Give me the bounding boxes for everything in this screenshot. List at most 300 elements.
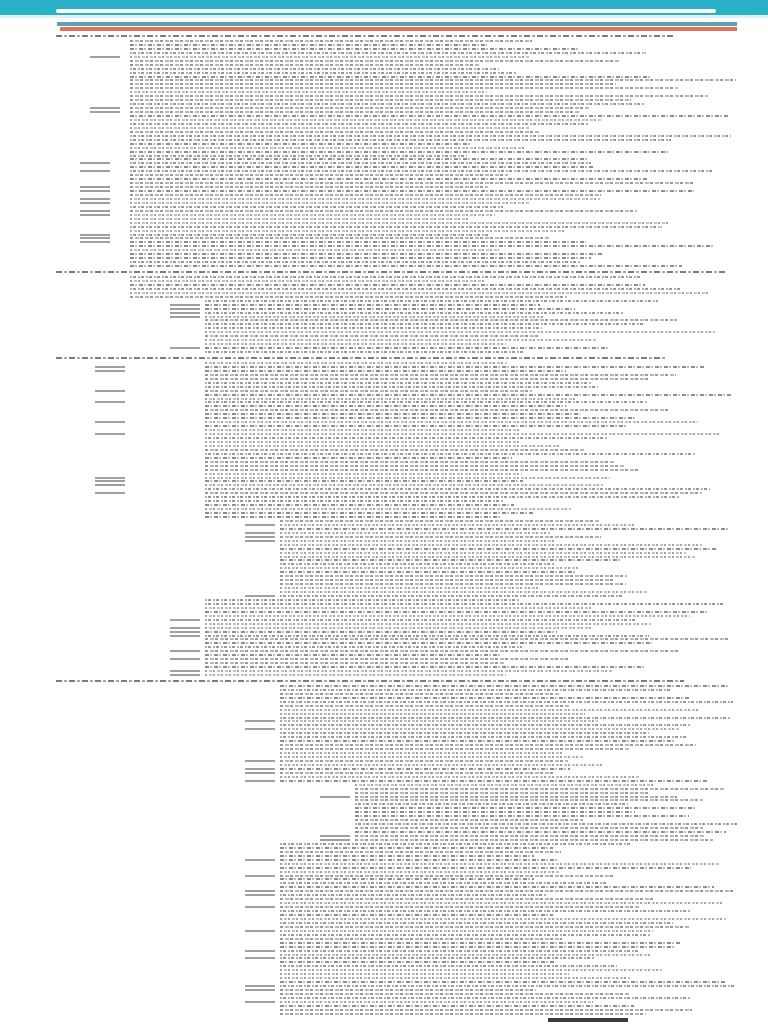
row-value <box>205 650 679 652</box>
row-value <box>280 571 575 573</box>
row-key <box>245 859 275 861</box>
row-key <box>245 780 275 782</box>
row-value <box>280 780 707 782</box>
row-value <box>205 343 506 345</box>
tree-row[interactable] <box>0 264 768 268</box>
tree-listing[interactable] <box>0 34 768 1019</box>
row-value <box>130 111 579 113</box>
row-value <box>205 646 522 648</box>
row-value <box>130 210 637 212</box>
row-key <box>95 390 125 392</box>
row-value <box>205 496 680 498</box>
row-value <box>280 536 601 538</box>
row-value <box>280 752 564 754</box>
row-value <box>205 607 592 609</box>
row-value <box>205 453 695 455</box>
row-value <box>205 500 504 502</box>
row-key <box>170 658 200 660</box>
section-header-line <box>56 271 726 273</box>
row-value <box>205 398 577 400</box>
row-value <box>280 871 559 873</box>
row-key <box>95 492 125 494</box>
row-key <box>170 627 200 629</box>
row-value <box>280 843 631 845</box>
row-value <box>130 276 640 278</box>
row-value <box>130 151 668 153</box>
row-value <box>130 91 487 93</box>
row-value <box>130 147 525 149</box>
row-value <box>205 331 715 333</box>
row-value <box>280 863 720 865</box>
row-value <box>130 174 508 176</box>
row-key <box>320 796 350 798</box>
row-key <box>170 631 200 633</box>
row-key <box>170 312 200 314</box>
row-key <box>80 190 110 192</box>
row-value <box>205 327 542 329</box>
row-value <box>205 619 637 621</box>
row-key <box>95 433 125 435</box>
row-key <box>245 524 275 526</box>
row-key <box>80 202 110 204</box>
row-value <box>205 386 598 388</box>
row-value <box>130 68 499 70</box>
tree-row[interactable] <box>0 350 768 354</box>
row-value <box>280 748 630 750</box>
row-value <box>205 473 522 475</box>
section-header[interactable] <box>56 356 746 360</box>
row-value <box>280 724 690 726</box>
row-value <box>130 237 549 239</box>
row-key <box>90 111 120 113</box>
row-value <box>280 875 615 877</box>
row-value <box>205 611 708 613</box>
orange-stripe <box>60 27 737 31</box>
row-value <box>205 441 520 443</box>
row-key <box>320 835 350 837</box>
row-value <box>280 583 626 585</box>
row-value <box>205 670 613 672</box>
row-key <box>245 875 275 877</box>
row-value <box>130 230 564 232</box>
row-value <box>130 222 668 224</box>
section-header-line <box>56 35 675 37</box>
row-value <box>130 107 589 109</box>
row-value <box>280 532 550 534</box>
tree-row[interactable] <box>0 673 768 677</box>
row-value <box>280 922 673 924</box>
row-value <box>205 401 648 403</box>
row-key <box>245 532 275 534</box>
row-value <box>205 378 650 380</box>
row-value <box>280 997 690 999</box>
row-value <box>280 732 649 734</box>
row-value <box>130 48 578 50</box>
row-value <box>280 930 653 932</box>
row-key <box>170 304 200 306</box>
row-value <box>130 194 601 196</box>
section-header-line <box>56 357 665 359</box>
row-value <box>280 713 585 715</box>
row-value <box>130 40 532 42</box>
row-key <box>245 536 275 538</box>
row-value <box>355 831 726 833</box>
row-value <box>130 234 488 236</box>
row-key <box>245 890 275 892</box>
row-value <box>355 839 713 841</box>
row-key <box>245 760 275 762</box>
row-value <box>205 654 501 656</box>
row-key <box>245 772 275 774</box>
row-key <box>95 477 125 479</box>
row-value <box>205 335 539 337</box>
row-value <box>205 631 557 633</box>
row-value <box>205 362 507 364</box>
row-value <box>130 182 693 184</box>
row-value <box>280 851 561 853</box>
row-value <box>280 942 680 944</box>
row-value <box>130 166 594 168</box>
row-key <box>170 650 200 652</box>
row-value <box>280 914 553 916</box>
row-value <box>205 635 649 637</box>
tree-row[interactable] <box>0 1012 768 1016</box>
row-value <box>205 480 523 482</box>
row-value <box>130 241 586 243</box>
row-value <box>280 859 558 861</box>
row-key <box>245 989 275 991</box>
row-value <box>280 528 728 530</box>
row-value <box>280 981 726 983</box>
row-value <box>205 469 640 471</box>
row-value <box>280 705 569 707</box>
row-value <box>205 658 570 660</box>
row-key <box>245 906 275 908</box>
row-value <box>205 516 502 518</box>
row-value <box>130 288 680 290</box>
row-value <box>280 591 647 593</box>
row-value <box>280 563 555 565</box>
row-value <box>205 409 670 411</box>
row-value <box>280 902 724 904</box>
row-value <box>130 56 530 58</box>
row-key <box>80 210 110 212</box>
row-value <box>130 284 645 286</box>
row-value <box>280 918 726 920</box>
row-key <box>245 595 275 597</box>
row-value <box>205 421 698 423</box>
row-value <box>205 351 524 353</box>
row-key <box>95 480 125 482</box>
row-value <box>205 666 646 668</box>
row-value <box>280 961 554 963</box>
row-value <box>130 257 591 259</box>
row-value <box>205 304 540 306</box>
row-value <box>280 882 607 884</box>
row-key <box>170 308 200 310</box>
row-value <box>205 374 676 376</box>
row-value <box>205 308 575 310</box>
row-value <box>280 689 671 691</box>
row-value <box>280 957 594 959</box>
row-key <box>95 421 125 423</box>
row-value <box>130 214 495 216</box>
row-value <box>130 198 600 200</box>
row-value <box>280 855 534 857</box>
row-value <box>355 835 705 837</box>
row-value <box>205 642 652 644</box>
row-key <box>80 237 110 239</box>
row-value <box>205 417 636 419</box>
row-key <box>95 370 125 372</box>
row-value <box>280 693 560 695</box>
row-value <box>205 437 608 439</box>
row-value <box>280 540 554 542</box>
row-value <box>280 520 600 522</box>
row-value <box>280 701 733 703</box>
row-value <box>280 717 730 719</box>
row-key <box>245 950 275 952</box>
row-value <box>130 79 736 81</box>
section-header-line <box>56 680 684 682</box>
row-value <box>280 559 622 561</box>
row-value <box>205 366 704 368</box>
row-value <box>280 898 653 900</box>
row-key <box>245 720 275 722</box>
row-value <box>280 567 580 569</box>
row-value <box>280 878 534 880</box>
row-value <box>205 623 651 625</box>
row-value <box>205 488 710 490</box>
row-value <box>205 429 520 431</box>
row-key <box>80 162 110 164</box>
row-value <box>280 552 686 554</box>
row-value <box>130 162 591 164</box>
row-key <box>245 957 275 959</box>
row-value <box>130 99 631 101</box>
row-value <box>130 186 488 188</box>
row-value <box>205 627 591 629</box>
row-value <box>130 103 645 105</box>
row-value <box>355 788 724 790</box>
row-value <box>280 906 639 908</box>
row-value <box>130 190 694 192</box>
row-value <box>280 685 729 687</box>
row-value <box>280 950 638 952</box>
row-value <box>130 83 616 85</box>
row-key <box>80 198 110 200</box>
row-value <box>280 938 562 940</box>
row-value <box>130 135 731 137</box>
row-value <box>205 457 512 459</box>
row-key <box>80 186 110 188</box>
row-value <box>205 484 603 486</box>
row-value <box>280 1001 593 1003</box>
row-value <box>205 382 591 384</box>
row-value <box>205 477 610 479</box>
row-value <box>205 390 532 392</box>
row-value <box>280 756 583 758</box>
row-value <box>280 1005 634 1007</box>
row-value <box>130 143 472 145</box>
row-value <box>280 954 650 956</box>
row-value <box>130 87 678 89</box>
row-value <box>130 170 712 172</box>
row-value <box>130 60 619 62</box>
row-value <box>130 119 602 121</box>
row-value <box>205 449 584 451</box>
row-value <box>280 709 698 711</box>
row-key <box>245 540 275 542</box>
row-key <box>245 985 275 987</box>
row-key <box>245 894 275 896</box>
row-value <box>280 894 547 896</box>
row-value <box>280 720 598 722</box>
row-value <box>280 744 696 746</box>
row-value <box>205 662 505 664</box>
row-value <box>205 465 625 467</box>
row-value <box>130 202 529 204</box>
row-value <box>280 969 662 971</box>
row-value <box>130 178 647 180</box>
row-value <box>355 803 628 805</box>
row-value <box>355 823 737 825</box>
row-value <box>130 280 486 282</box>
row-value <box>280 977 630 979</box>
row-value <box>205 492 702 494</box>
row-value <box>280 890 734 892</box>
scroll-indicator[interactable] <box>548 1018 628 1022</box>
row-value <box>130 44 487 46</box>
section-header[interactable] <box>56 679 746 683</box>
row-value <box>280 764 603 766</box>
row-value <box>205 508 571 510</box>
row-value <box>280 544 702 546</box>
row-value <box>280 910 691 912</box>
row-key <box>95 401 125 403</box>
row-value <box>280 587 539 589</box>
row-value <box>280 740 675 742</box>
row-value <box>130 52 646 54</box>
section-header[interactable] <box>56 34 746 38</box>
row-value <box>130 265 682 267</box>
row-value <box>355 811 635 813</box>
row-value <box>205 413 580 415</box>
row-key <box>170 619 200 621</box>
row-value <box>280 556 695 558</box>
row-value <box>280 867 691 869</box>
row-value <box>280 728 679 730</box>
row-value <box>205 674 506 676</box>
row-key <box>170 635 200 637</box>
row-key <box>80 234 110 236</box>
page-caption <box>180 13 600 16</box>
row-value <box>130 218 468 220</box>
row-value <box>280 973 569 975</box>
row-value <box>205 433 721 435</box>
row-value <box>355 815 689 817</box>
row-value <box>205 461 615 463</box>
row-key <box>320 839 350 841</box>
row-value <box>205 300 658 302</box>
row-value <box>130 296 567 298</box>
row-value <box>130 127 530 129</box>
row-value <box>280 965 617 967</box>
row-value <box>130 158 587 160</box>
row-value <box>280 934 651 936</box>
row-value <box>130 72 517 74</box>
teal-stripe <box>57 22 737 26</box>
row-value <box>355 799 703 801</box>
row-value <box>280 575 627 577</box>
row-key <box>80 170 110 172</box>
row-value <box>280 524 636 526</box>
row-value <box>355 796 677 798</box>
row-key <box>170 674 200 676</box>
row-value <box>130 249 499 251</box>
row-value <box>205 599 519 601</box>
row-value <box>280 993 630 995</box>
row-value <box>205 370 566 372</box>
row-key <box>90 56 120 58</box>
row-value <box>280 579 615 581</box>
row-value <box>280 985 735 987</box>
row-key <box>170 670 200 672</box>
row-value <box>130 292 708 294</box>
row-value <box>280 1013 646 1015</box>
row-value <box>130 139 671 141</box>
section-header[interactable] <box>56 270 746 274</box>
row-value <box>205 347 609 349</box>
row-value <box>130 253 602 255</box>
row-value <box>205 425 626 427</box>
row-value <box>205 394 732 396</box>
row-value <box>130 226 662 228</box>
row-value <box>205 339 596 341</box>
row-value <box>205 603 723 605</box>
row-value <box>205 512 534 514</box>
row-value <box>130 76 650 78</box>
row-value <box>280 736 688 738</box>
row-value <box>130 131 540 133</box>
row-value <box>130 95 708 97</box>
row-value <box>280 768 570 770</box>
row-key <box>245 728 275 730</box>
row-value <box>280 776 639 778</box>
row-value <box>205 405 566 407</box>
row-value <box>205 312 623 314</box>
row-value <box>355 784 654 786</box>
row-value <box>205 319 677 321</box>
row-value <box>280 760 568 762</box>
row-value <box>280 697 690 699</box>
row-value <box>355 792 650 794</box>
row-value <box>280 1009 692 1011</box>
row-value <box>205 615 690 617</box>
row-value <box>280 946 676 948</box>
row-value <box>130 245 714 247</box>
row-key <box>80 241 110 243</box>
row-value <box>130 123 589 125</box>
row-value <box>280 847 553 849</box>
row-value <box>130 206 503 208</box>
row-value <box>280 886 714 888</box>
row-value <box>355 819 583 821</box>
row-value <box>280 548 717 550</box>
row-key <box>245 768 275 770</box>
row-value <box>280 926 689 928</box>
row-key <box>90 107 120 109</box>
